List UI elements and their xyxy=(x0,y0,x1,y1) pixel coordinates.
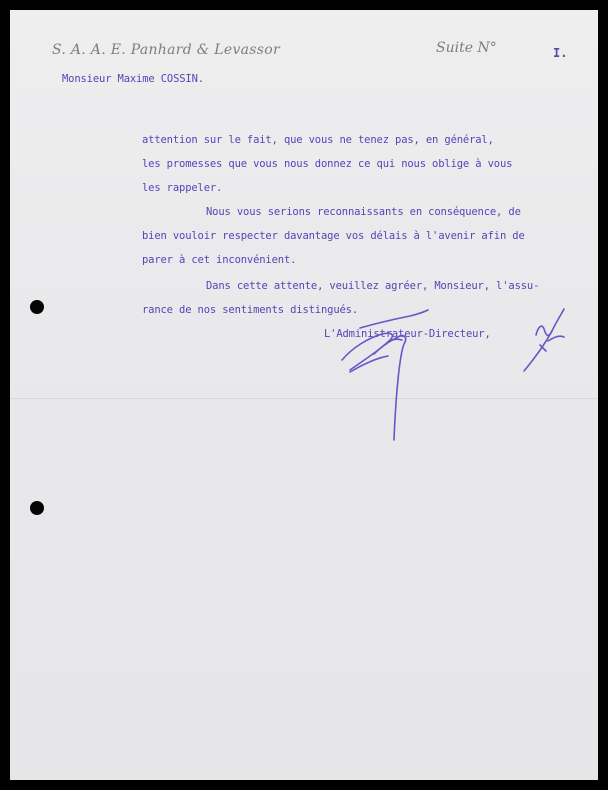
body-line-3: les rappeler. xyxy=(142,182,223,194)
body-line-4: Nous vous serions reconnaissants en conséquence, de xyxy=(206,206,521,218)
punch-hole-top xyxy=(30,300,44,314)
body-line-1: attention sur le fait, que vous ne tenez pas, en général, xyxy=(142,134,494,146)
body-line-7: Dans cette attente, veuillez agréer, Monsieur, l'assu- xyxy=(206,280,540,292)
letterhead-company: S. A. A. E. Panhard & Levassor xyxy=(52,42,280,58)
handwritten-signature xyxy=(330,300,440,450)
handwritten-initials xyxy=(518,305,568,375)
closing-title: L'Administrateur-Directeur, xyxy=(324,328,491,340)
letterhead-suite-label: Suite N° xyxy=(436,40,497,56)
letter-page xyxy=(10,10,598,780)
body-line-5: bien vouloir respecter davantage vos délais à l'avenir afin de xyxy=(142,230,525,242)
paper-fold xyxy=(10,398,598,399)
recipient-line: Monsieur Maxime COSSIN. xyxy=(62,73,204,85)
page-number: I. xyxy=(553,46,568,60)
punch-hole-bottom xyxy=(30,501,44,515)
body-line-2: les promesses que vous nous donnez ce qui nous oblige à vous xyxy=(142,158,513,170)
body-line-8: rance de nos sentiments distingués. xyxy=(142,304,359,316)
body-line-6: parer à cet inconvénient. xyxy=(142,254,297,266)
